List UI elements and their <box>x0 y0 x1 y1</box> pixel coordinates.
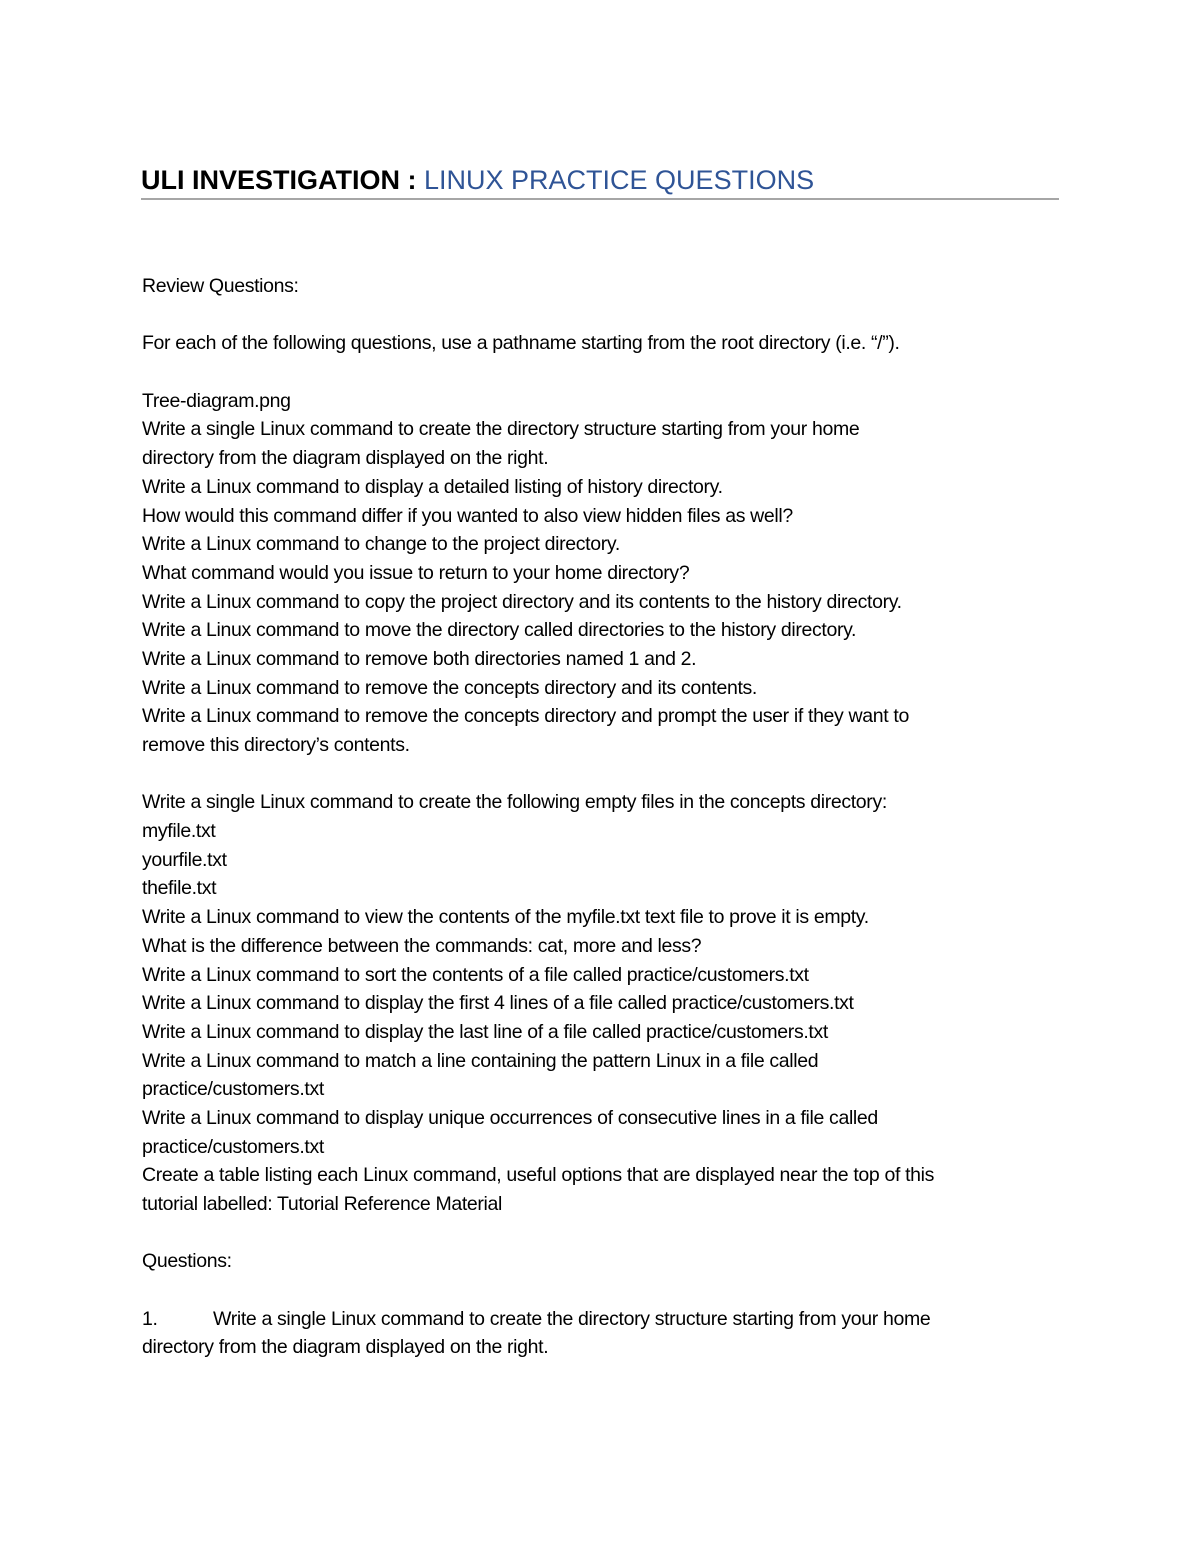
question-1-continued: directory from the diagram displayed on the right. <box>142 1336 549 1359</box>
review-line: Write a single Linux command to create the directory structure starting from your home <box>142 418 860 441</box>
review-line: practice/customers.txt <box>142 1078 324 1101</box>
review-heading: Review Questions: <box>142 275 299 297</box>
review-line: Write a single Linux command to create the following empty files in the concepts directory: <box>142 791 887 814</box>
review-line: Create a table listing each Linux command, useful options that are displayed near the top of this <box>142 1164 935 1187</box>
review-line: thefile.txt <box>142 877 217 900</box>
review-line: Write a Linux command to sort the contents of a file called practice/customers.txt <box>142 963 809 986</box>
spacer <box>142 1276 1072 1305</box>
review-line: Write a Linux command to match a line containing the pattern Linux in a file called <box>142 1049 819 1072</box>
review-line: Write a Linux command to remove the concepts directory and prompt the user if they want to <box>142 705 909 728</box>
review-list-b <box>142 788 1072 1218</box>
review-line: yourfile.txt <box>142 848 227 871</box>
review-line: Write a Linux command to view the contents of the myfile.txt text file to prove it is empty. <box>142 906 869 929</box>
review-line: How would this command differ if you wanted to also view hidden files as well? <box>142 504 793 527</box>
review-line: Write a Linux command to display a detailed listing of history directory. <box>142 475 723 498</box>
review-line: Write a Linux command to copy the project directory and its contents to the history directory. <box>142 590 902 613</box>
review-line: directory from the diagram displayed on the right. <box>142 447 549 470</box>
spacer <box>142 301 1072 330</box>
title-subtitle: LINUX PRACTICE QUESTIONS <box>424 165 815 195</box>
spacer <box>142 760 1072 789</box>
review-line: remove this directory’s contents. <box>142 734 410 756</box>
review-line: What is the difference between the commands: cat, more and less? <box>142 934 702 957</box>
spacer <box>142 358 1072 387</box>
title-block <box>141 164 1059 200</box>
review-line: tutorial labelled: Tutorial Reference Material <box>142 1193 503 1215</box>
review-line: What command would you issue to return to your home directory? <box>142 561 690 584</box>
question-text: Write a single Linux command to create the directory structure starting from your home <box>213 1307 931 1330</box>
review-line: Write a Linux command to remove both directories named 1 and 2. <box>142 647 697 670</box>
questions-heading: Questions: <box>142 1250 232 1273</box>
review-line: Tree-diagram.png <box>142 389 291 412</box>
review-line: Write a Linux command to change to the project directory. <box>142 533 620 556</box>
review-instruction: For each of the following questions, use a pathname starting from the root directory (i.e. “/”). <box>142 332 900 355</box>
review-line: myfile.txt <box>142 820 216 843</box>
review-line: Write a Linux command to remove the concepts directory and its contents. <box>142 676 757 699</box>
question-1 <box>142 1305 1072 1334</box>
review-list-a <box>142 387 1072 760</box>
review-line: practice/customers.txt <box>142 1135 324 1158</box>
review-line: Write a Linux command to display unique occurrences of consecutive lines in a file called <box>142 1106 878 1129</box>
review-line: Write a Linux command to display the first 4 lines of a file called practice/customers.txt <box>142 992 854 1015</box>
title-main: ULI INVESTIGATION <box>141 165 401 195</box>
review-line: Write a Linux command to display the last line of a file called practice/customers.txt <box>142 1020 828 1043</box>
question-number: 1. <box>142 1307 158 1330</box>
document-body <box>142 272 1072 1362</box>
review-line: Write a Linux command to move the directory called directories to the history directory. <box>142 619 857 642</box>
spacer <box>142 1219 1072 1248</box>
page-title <box>141 164 1059 196</box>
title-separator: : <box>400 165 425 195</box>
